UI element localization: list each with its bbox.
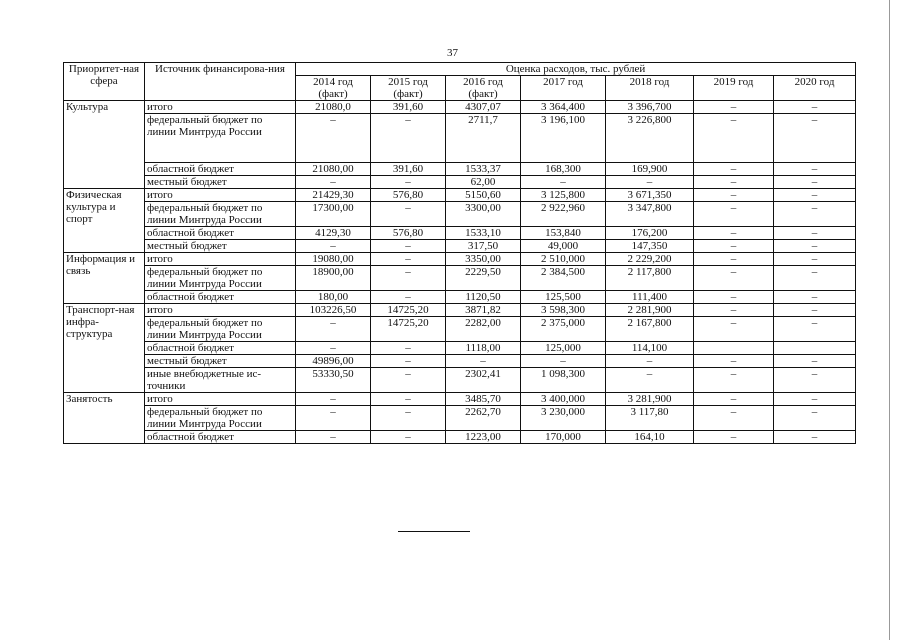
value-cell: – <box>694 406 774 431</box>
value-cell: – <box>694 189 774 202</box>
table-row <box>64 202 856 227</box>
value-cell: 3 364,400 <box>521 101 606 114</box>
value-cell: 103226,50 <box>296 304 371 317</box>
value-cell: – <box>774 240 856 253</box>
value-cell: – <box>296 240 371 253</box>
value-cell: 2262,70 <box>446 406 521 431</box>
value-cell: 62,00 <box>446 176 521 189</box>
year-note: (факт) <box>318 88 348 100</box>
value-cell: – <box>371 342 446 355</box>
value-cell: 576,80 <box>371 189 446 202</box>
year-label: 2020 год <box>794 76 835 88</box>
value-cell: 2 384,500 <box>521 266 606 291</box>
value-cell: 19080,00 <box>296 253 371 266</box>
source-header: Источник финансирова-ния <box>145 63 296 101</box>
value-cell: – <box>371 253 446 266</box>
value-cell: – <box>774 406 856 431</box>
value-cell: 49896,00 <box>296 355 371 368</box>
value-cell: – <box>296 317 371 342</box>
page-edge-line <box>889 0 890 640</box>
value-cell: – <box>371 393 446 406</box>
source-cell: областной бюджет <box>145 342 296 355</box>
value-cell: 18900,00 <box>296 266 371 291</box>
value-cell: 2 510,000 <box>521 253 606 266</box>
table-row <box>64 355 856 368</box>
value-cell: 21429,30 <box>296 189 371 202</box>
value-cell: – <box>774 291 856 304</box>
source-cell: областной бюджет <box>145 227 296 240</box>
value-cell: 317,50 <box>446 240 521 253</box>
source-cell: федеральный бюджет по линии Минтруда России <box>145 114 296 163</box>
sphere-cell: Физическая культура и спорт <box>64 189 145 253</box>
value-cell: 169,900 <box>606 163 694 176</box>
sphere-cell: Транспорт-ная инфра-структура <box>64 304 145 393</box>
value-cell: 170,000 <box>521 431 606 444</box>
source-cell: итого <box>145 253 296 266</box>
value-cell: 3 347,800 <box>606 202 694 227</box>
value-cell: 1533,37 <box>446 163 521 176</box>
value-cell: 1118,00 <box>446 342 521 355</box>
value-cell: – <box>694 253 774 266</box>
value-cell: 3 226,800 <box>606 114 694 163</box>
value-cell: – <box>694 266 774 291</box>
value-cell: – <box>521 355 606 368</box>
table-row <box>64 240 856 253</box>
table-row <box>64 368 856 393</box>
source-cell: областной бюджет <box>145 291 296 304</box>
year-header <box>774 76 856 101</box>
value-cell: 3 400,000 <box>521 393 606 406</box>
value-cell: 1120,50 <box>446 291 521 304</box>
value-cell: – <box>774 189 856 202</box>
year-label: 2016 год <box>463 76 503 88</box>
source-cell: федеральный бюджет по линии Минтруда России <box>145 202 296 227</box>
value-cell: – <box>296 342 371 355</box>
value-cell: 4129,30 <box>296 227 371 240</box>
year-header <box>606 76 694 101</box>
sphere-cell: Занятость <box>64 393 145 444</box>
value-cell: 14725,20 <box>371 304 446 317</box>
value-cell: 125,500 <box>521 291 606 304</box>
page-number: 37 <box>447 47 458 59</box>
source-cell: местный бюджет <box>145 176 296 189</box>
value-cell: – <box>606 355 694 368</box>
year-note: (факт) <box>468 88 498 100</box>
value-cell: – <box>694 304 774 317</box>
value-cell: – <box>296 406 371 431</box>
table-row <box>64 227 856 240</box>
year-label: 2018 год <box>629 76 670 88</box>
value-cell: – <box>774 317 856 342</box>
year-header <box>521 76 606 101</box>
value-cell: 21080,00 <box>296 163 371 176</box>
table-row <box>64 253 856 266</box>
table-row <box>64 304 856 317</box>
table-row <box>64 393 856 406</box>
value-cell: – <box>296 176 371 189</box>
source-cell: итого <box>145 189 296 202</box>
table-row <box>64 317 856 342</box>
value-cell: 3 396,700 <box>606 101 694 114</box>
year-label: 2015 год <box>388 76 428 88</box>
value-cell: – <box>694 227 774 240</box>
sphere-cell: Культура <box>64 101 145 189</box>
expenditure-table <box>63 62 856 444</box>
value-cell: 164,10 <box>606 431 694 444</box>
value-cell: – <box>371 240 446 253</box>
value-cell: 5150,60 <box>446 189 521 202</box>
value-cell: 2 167,800 <box>606 317 694 342</box>
value-cell: – <box>694 393 774 406</box>
value-cell: 153,840 <box>521 227 606 240</box>
value-cell: – <box>774 253 856 266</box>
value-cell: 21080,0 <box>296 101 371 114</box>
value-cell: – <box>694 114 774 163</box>
value-cell: 3 230,000 <box>521 406 606 431</box>
value-cell: – <box>774 431 856 444</box>
table-row <box>64 342 856 355</box>
value-cell: – <box>694 240 774 253</box>
value-cell: 2 375,000 <box>521 317 606 342</box>
source-cell: федеральный бюджет по линии Минтруда России <box>145 317 296 342</box>
source-cell: областной бюджет <box>145 163 296 176</box>
value-cell: 2302,41 <box>446 368 521 393</box>
value-cell: 53330,50 <box>296 368 371 393</box>
source-cell: итого <box>145 101 296 114</box>
value-cell: 3 196,100 <box>521 114 606 163</box>
table-row <box>64 431 856 444</box>
year-header <box>446 76 521 101</box>
value-cell: 2 281,900 <box>606 304 694 317</box>
value-cell: 2282,00 <box>446 317 521 342</box>
value-cell: – <box>694 317 774 342</box>
value-cell: – <box>774 114 856 163</box>
value-cell: 3 125,800 <box>521 189 606 202</box>
value-cell: 1 098,300 <box>521 368 606 393</box>
value-cell: – <box>774 202 856 227</box>
value-cell: – <box>371 431 446 444</box>
source-cell: местный бюджет <box>145 240 296 253</box>
value-cell <box>774 342 856 355</box>
value-cell: – <box>521 176 606 189</box>
year-label: 2017 год <box>543 76 583 88</box>
value-cell: – <box>694 202 774 227</box>
value-cell: – <box>694 176 774 189</box>
value-cell: – <box>774 163 856 176</box>
value-cell: 3350,00 <box>446 253 521 266</box>
value-cell: 4307,07 <box>446 101 521 114</box>
sphere-cell: Информация и связь <box>64 253 145 304</box>
value-cell: – <box>694 355 774 368</box>
source-cell: итого <box>145 304 296 317</box>
value-cell: 2229,50 <box>446 266 521 291</box>
value-cell: 14725,20 <box>371 317 446 342</box>
value-cell: – <box>296 393 371 406</box>
value-cell: 1533,10 <box>446 227 521 240</box>
footer-rule <box>398 531 470 532</box>
table-row <box>64 189 856 202</box>
value-cell: 2 229,200 <box>606 253 694 266</box>
value-cell: – <box>371 266 446 291</box>
value-cell: – <box>446 355 521 368</box>
value-cell: 147,350 <box>606 240 694 253</box>
value-cell: – <box>694 163 774 176</box>
table-row <box>64 406 856 431</box>
source-cell: федеральный бюджет по линии Минтруда России <box>145 266 296 291</box>
value-cell: – <box>774 101 856 114</box>
value-cell: 3871,82 <box>446 304 521 317</box>
source-cell: областной бюджет <box>145 431 296 444</box>
value-cell: – <box>371 176 446 189</box>
value-cell: 3300,00 <box>446 202 521 227</box>
value-cell: – <box>371 355 446 368</box>
value-cell: 1223,00 <box>446 431 521 444</box>
source-cell: иные внебюджетные ис-точники <box>145 368 296 393</box>
table-row <box>64 291 856 304</box>
year-label: 2014 год <box>313 76 353 88</box>
table-row <box>64 176 856 189</box>
value-cell: – <box>774 304 856 317</box>
year-header <box>694 76 774 101</box>
value-cell: – <box>371 202 446 227</box>
table-row <box>64 266 856 291</box>
value-cell: 3485,70 <box>446 393 521 406</box>
value-cell <box>694 342 774 355</box>
value-cell: 3 281,900 <box>606 393 694 406</box>
value-cell: – <box>694 431 774 444</box>
table-row <box>64 101 856 114</box>
value-cell: 391,60 <box>371 163 446 176</box>
value-cell: 3 598,300 <box>521 304 606 317</box>
value-cell: – <box>774 176 856 189</box>
value-cell: – <box>774 355 856 368</box>
value-cell: 114,100 <box>606 342 694 355</box>
value-cell: – <box>774 266 856 291</box>
value-cell: 3 117,80 <box>606 406 694 431</box>
value-cell: – <box>694 368 774 393</box>
sphere-header: Приоритет-ная сфера <box>64 63 145 101</box>
source-cell: итого <box>145 393 296 406</box>
value-cell: 125,000 <box>521 342 606 355</box>
value-cell: – <box>371 368 446 393</box>
year-header <box>296 76 371 101</box>
value-cell: 180,00 <box>296 291 371 304</box>
value-cell: – <box>371 114 446 163</box>
value-cell: – <box>371 406 446 431</box>
value-cell: – <box>774 393 856 406</box>
year-label: 2019 год <box>713 76 754 88</box>
value-cell: – <box>296 431 371 444</box>
value-cell: 3 671,350 <box>606 189 694 202</box>
expenditure-group-header: Оценка расходов, тыс. рублей <box>296 63 856 76</box>
source-cell: федеральный бюджет по линии Минтруда России <box>145 406 296 431</box>
value-cell: 576,80 <box>371 227 446 240</box>
value-cell: 111,400 <box>606 291 694 304</box>
value-cell: – <box>774 368 856 393</box>
value-cell: – <box>694 291 774 304</box>
table-row <box>64 163 856 176</box>
table-row <box>64 114 856 163</box>
value-cell: 2 117,800 <box>606 266 694 291</box>
value-cell: – <box>606 368 694 393</box>
value-cell: 17300,00 <box>296 202 371 227</box>
value-cell: – <box>606 176 694 189</box>
value-cell: 49,000 <box>521 240 606 253</box>
value-cell: 168,300 <box>521 163 606 176</box>
value-cell: – <box>774 227 856 240</box>
value-cell: 2 922,960 <box>521 202 606 227</box>
value-cell: – <box>371 291 446 304</box>
year-note: (факт) <box>393 88 423 100</box>
value-cell: – <box>296 114 371 163</box>
value-cell: – <box>694 101 774 114</box>
source-cell: местный бюджет <box>145 355 296 368</box>
value-cell: 2711,7 <box>446 114 521 163</box>
value-cell: 391,60 <box>371 101 446 114</box>
value-cell: 176,200 <box>606 227 694 240</box>
year-header <box>371 76 446 101</box>
